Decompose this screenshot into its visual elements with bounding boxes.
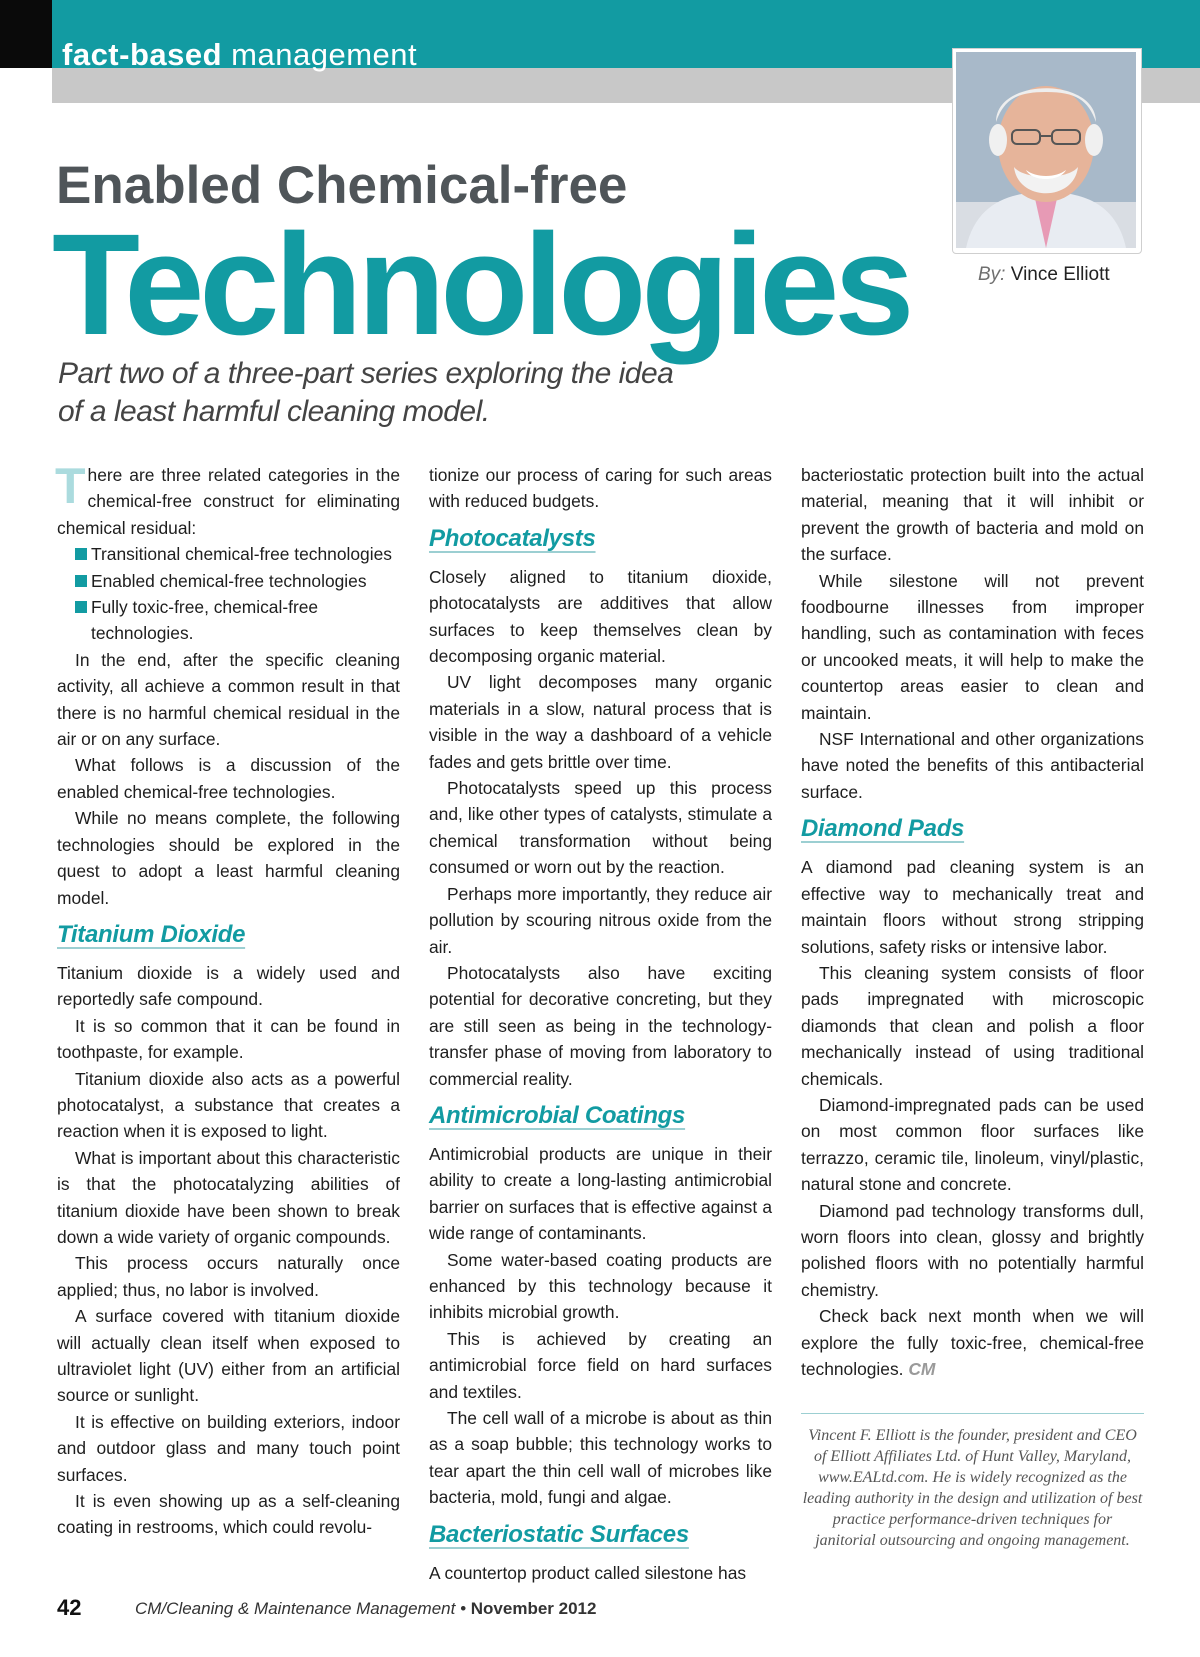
paragraph: It is so common that it can be found in toothpaste, for example. [57,1015,400,1063]
byline-prefix: By: [978,264,1006,285]
byline-author: Vince Elliott [1010,264,1110,285]
paragraph: A diamond pad cleaning system is an effective way to mechanically treat and maintain floors without strong stripping solutions, safety risks or intensive labor. [801,857,1144,957]
footer-publication [135,1599,596,1619]
paragraph: Antimicrobial products are unique in their ability to create a long-lasting antimicrobial barrier on surfaces that is effective against a wide range of contaminants. [429,1143,772,1244]
paragraph: It is effective on building exteriors, indoor and outdoor glass and many touch point surfaces. [57,1411,400,1485]
section-tag-bold: fact-based [62,37,223,72]
list-item [75,541,400,567]
paragraph: This is achieved by creating an antimicrobial force field on hard surfaces and textiles. [429,1328,772,1402]
bullet-square-icon [75,548,87,560]
paragraph: Diamond pad technology transforms dull, worn floors into clean, glossy and brightly polished floors with no potentially harmful chemistry. [801,1200,1144,1300]
list-item [75,594,400,647]
paragraph: This process occurs naturally once applied; thus, no labor is involved. [57,1253,400,1300]
header-white-stub [0,68,52,103]
byline [978,264,1110,286]
category-list [57,541,400,647]
paragraph: Closely aligned to titanium dioxide, photocatalysts are additives that allow surfaces to keep themselves clean by decomposing organic material. [429,566,772,667]
list-item [75,568,400,594]
subhead-bacteriostatic-surfaces: Bacteriostatic Surfaces [429,1520,689,1548]
paragraph: bacteriostatic protection built into the actual material, meaning that it will inhibit or prevent the growth of bacteria and mold on the surface. [801,465,1144,565]
list-item-text: Transitional chemical-free technologies [91,544,392,565]
intro-text: here are three related categories in the chemical-free construct for eliminating chemical residual: [57,465,400,538]
paragraph: Perhaps more importantly, they reduce air pollution by scouring nitrous oxide from the air. [429,883,772,957]
paragraph: UV light decomposes many organic materials in a slow, natural process that is visible in the way a dashboard of a vehicle fades and gets brittle over time. [429,672,772,772]
subhead-photocatalysts: Photocatalysts [429,524,596,552]
paragraph: Photocatalysts speed up this process and, like other types of catalysts, stimulate a chemical transformation without being consumed or worn out by the reaction. [429,778,772,878]
author-portrait-illustration [956,52,1136,248]
issue-date: November 2012 [470,1599,597,1618]
headline-line1: Enabled Chemical-free [56,156,628,215]
paragraph: What is important about this characteristic is that the photocatalyzing abilities of titanium dioxide have been shown to break down a wide variety of organic compounds. [57,1147,400,1247]
list-item-text: Enabled chemical-free technologies [91,570,367,591]
closing-text: Check back next month when we will explore the fully toxic-free, chemical-free technologies. [801,1306,1144,1379]
paragraph: A countertop product called silestone has [429,1562,747,1583]
deck-subtitle: Part two of a three-part series exploring the idea of a least harmful cleaning model. [58,357,674,428]
paragraph: Photocatalysts also have exciting potential for decorative concreting, but they are still seen as being in the technology-transfer phase of moving from laboratory to commercial reality. [429,962,772,1089]
section-tag-rest: management [231,37,418,72]
paragraph: The cell wall of a microbe is about as thin as a soap bubble; this technology works to tear apart the thin cell wall of microbes like bacteria, mold, fungi and algae. [429,1408,772,1508]
subhead-antimicrobial-coatings: Antimicrobial Coatings [429,1101,686,1129]
paragraph: NSF International and other organizations have noted the benefits of this antibacterial surface. [801,729,1144,802]
section-tag [62,36,417,74]
headline-line2: Technologies [52,204,910,365]
drop-cap: T [55,458,86,514]
paragraph: Some water-based coating products are enhanced by this technology because it inhibits microbial growth. [429,1249,772,1323]
end-mark: CM [908,1359,936,1379]
header-black-tab [0,0,52,68]
intro-paragraph [55,458,400,541]
page-number: 42 [57,1595,82,1620]
article-column-2 [429,462,772,1586]
paragraph: What follows is a discussion of the enabled chemical-free technologies. [57,755,400,802]
paragraph: While silestone will not prevent foodbourne illnesses from improper handling, such as contamination with feces or uncooked meats, it will help to make the countertop areas easier to clean and maintain. [801,570,1144,723]
bullet-square-icon [75,601,87,613]
paragraph: tionize our process of caring for such areas with reduced budgets. [429,465,772,512]
paragraph: It is even showing up as a self-cleaning coating in restrooms, which could revolu- [57,1491,400,1538]
publication-name: CM/Cleaning & Maintenance Management [135,1599,456,1618]
footer-separator: • [460,1599,467,1618]
paragraph: This cleaning system consists of floor pads impregnated with microscopic diamonds that clean and polish a floor mechanically instead of using traditional chemicals. [801,962,1144,1089]
list-item-text: Fully toxic-free, chemical-free technologies. [91,597,319,644]
paragraph: Titanium dioxide is a widely used and reportedly safe compound. [57,962,400,1010]
paragraph: Diamond-impregnated pads can be used on most common floor surfaces like terrazzo, ceramic tile, linoleum, vinyl/plastic, natural stone and concrete. [801,1094,1144,1195]
paragraph: A surface covered with titanium dioxide will actually clean itself when exposed to ultraviolet light (UV) either from an artificial source or sunlight. [57,1306,400,1406]
bullet-square-icon [75,575,87,587]
subhead-diamond-pads: Diamond Pads [801,815,965,843]
closing-paragraph [801,1303,1144,1382]
article-column-3 [801,462,1144,1382]
paragraph: In the end, after the specific cleaning activity, all achieve a common result in that there is no harmful chemical residual in the air or on any surface. [57,649,400,750]
article-column-1 [55,458,400,1541]
author-bio: Vincent F. Elliott is the founder, president and CEO of Elliott Affiliates Ltd. of Hunt Valley, Maryland, www.EALtd.com. He is widely recognized as the leading authority in the design and utilization of best practice performance-driven techniques for janitorial outsourcing and ongoing management. [802,1427,1143,1549]
bio-divider [801,1413,1144,1414]
paragraph: Titanium dioxide also acts as a powerful photocatalyst, a substance that creates a reaction when it is exposed to light. [57,1068,400,1142]
paragraph: While no means complete, the following technologies should be explored in the quest to adopt a least harmful cleaning model. [57,808,400,908]
subhead-titanium-dioxide: Titanium Dioxide [57,920,246,948]
author-photo [956,52,1136,248]
